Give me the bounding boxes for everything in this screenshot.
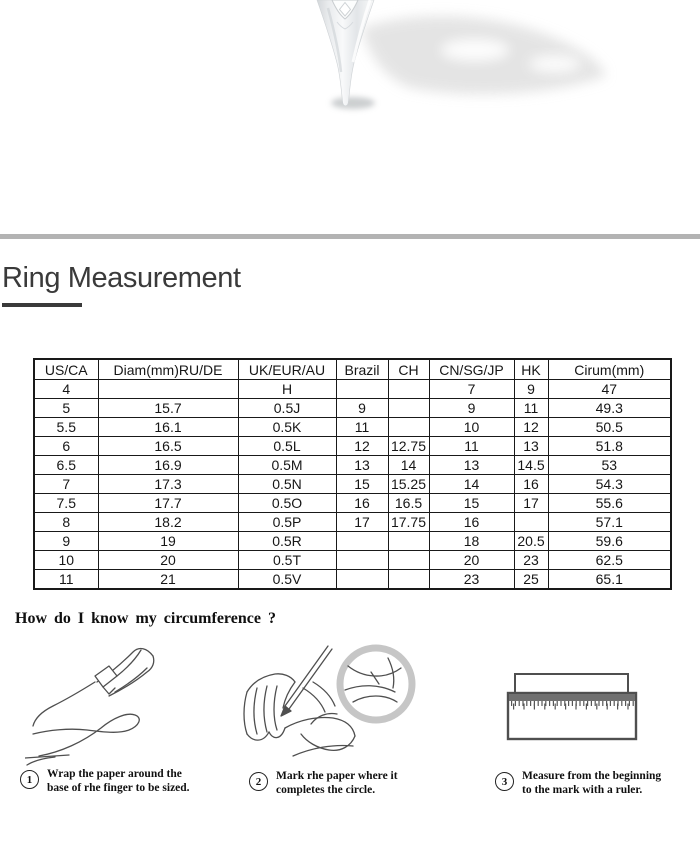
size-cell: 49.3 [548, 399, 671, 418]
size-cell: 18 [429, 532, 514, 551]
size-cell: 8 [34, 513, 98, 532]
step-2-caption [249, 770, 429, 797]
size-cell: 17.3 [98, 475, 238, 494]
size-cell: 17 [336, 513, 388, 532]
size-cell: 4 [34, 380, 98, 399]
size-cell: 0.5N [238, 475, 336, 494]
size-table [33, 358, 672, 590]
size-cell: 62.5 [548, 551, 671, 570]
size-col-header: Brazil [336, 359, 388, 380]
size-cell [388, 399, 429, 418]
hand-with-paper-strip-icon [25, 638, 190, 766]
size-cell: 20.5 [514, 532, 548, 551]
size-cell: 16.9 [98, 456, 238, 475]
size-table-head-row [34, 359, 671, 380]
size-col-header: HK [514, 359, 548, 380]
size-cell: 10 [429, 418, 514, 437]
size-cell: 11 [34, 570, 98, 590]
size-cell: 12 [514, 418, 548, 437]
size-cell: 57.1 [548, 513, 671, 532]
section-divider [0, 234, 700, 239]
size-row [34, 513, 671, 532]
size-cell: 13 [514, 437, 548, 456]
size-cell: 18.2 [98, 513, 238, 532]
size-cell: 0.5R [238, 532, 336, 551]
size-cell: H [238, 380, 336, 399]
size-cell [388, 570, 429, 590]
size-cell: 13 [336, 456, 388, 475]
size-cell: 55.6 [548, 494, 671, 513]
step-1-number-badge: 1 [20, 770, 39, 789]
size-row [34, 551, 671, 570]
size-cell [336, 551, 388, 570]
size-cell: 9 [34, 532, 98, 551]
title-underline [2, 303, 82, 307]
hands-marking-paper-with-pen-icon [233, 628, 438, 773]
size-cell: 9 [514, 380, 548, 399]
size-cell: 0.5P [238, 513, 336, 532]
step-3-number-badge: 3 [495, 772, 514, 791]
size-cell: 16.5 [98, 437, 238, 456]
size-cell: 47 [548, 380, 671, 399]
step-3-text-line2: to the mark with a ruler. [522, 783, 643, 796]
size-cell: 0.5V [238, 570, 336, 590]
size-row [34, 456, 671, 475]
step-3-text [522, 770, 661, 797]
size-cell: 53 [548, 456, 671, 475]
size-cell: 21 [98, 570, 238, 590]
size-cell: 15 [429, 494, 514, 513]
step-1-caption [20, 768, 210, 795]
size-cell [98, 380, 238, 399]
size-cell: 12.75 [388, 437, 429, 456]
size-cell: 11 [336, 418, 388, 437]
size-cell: 15.25 [388, 475, 429, 494]
step-2-text [276, 770, 398, 797]
size-cell: 23 [429, 570, 514, 590]
size-row [34, 437, 671, 456]
size-cell: 17 [514, 494, 548, 513]
size-cell: 17.75 [388, 513, 429, 532]
size-cell: 10 [34, 551, 98, 570]
size-col-header: Diam(mm)RU/DE [98, 359, 238, 380]
size-cell: 25 [514, 570, 548, 590]
size-cell: 20 [429, 551, 514, 570]
step-3-caption [495, 770, 685, 797]
step-2-number-badge: 2 [249, 772, 268, 791]
size-cell: 54.3 [548, 475, 671, 494]
size-cell: 15 [336, 475, 388, 494]
size-cell: 5.5 [34, 418, 98, 437]
size-cell: 14 [388, 456, 429, 475]
size-cell: 13 [429, 456, 514, 475]
size-col-header: UK/EUR/AU [238, 359, 336, 380]
size-row [34, 494, 671, 513]
page-title: Ring Measurement [2, 262, 241, 294]
size-cell: 16.1 [98, 418, 238, 437]
size-row [34, 418, 671, 437]
size-cell: 16 [336, 494, 388, 513]
size-cell: 23 [514, 551, 548, 570]
size-cell: 12 [336, 437, 388, 456]
step-1-text-line1: Wrap the paper around the [47, 768, 182, 780]
size-cell: 7.5 [34, 494, 98, 513]
size-cell: 50.5 [548, 418, 671, 437]
ruler-with-paper-strip-icon [498, 662, 700, 747]
size-cell: 20 [98, 551, 238, 570]
size-cell: 6.5 [34, 456, 98, 475]
size-table-body [34, 380, 671, 590]
size-cell [388, 551, 429, 570]
size-cell: 7 [429, 380, 514, 399]
size-cell: 9 [429, 399, 514, 418]
size-cell: 0.5M [238, 456, 336, 475]
size-cell: 11 [514, 399, 548, 418]
size-col-header: CH [388, 359, 429, 380]
size-cell [336, 380, 388, 399]
size-col-header: Cirum(mm) [548, 359, 671, 380]
step-1-text [47, 768, 190, 795]
size-cell [388, 380, 429, 399]
guide-title: How do I know my circumference ? [15, 610, 276, 627]
step-2-text-line2: completes the circle. [276, 783, 376, 796]
size-cell: 0.5L [238, 437, 336, 456]
size-cell: 0.5O [238, 494, 336, 513]
size-cell: 0.5K [238, 418, 336, 437]
size-cell: 0.5J [238, 399, 336, 418]
size-cell: 14 [429, 475, 514, 494]
size-cell: 5 [34, 399, 98, 418]
size-row [34, 399, 671, 418]
size-cell [336, 570, 388, 590]
size-cell: 16.5 [388, 494, 429, 513]
step-3-text-line1: Measure from the beginning [522, 770, 662, 782]
size-cell: 16 [514, 475, 548, 494]
size-row [34, 380, 671, 399]
size-cell: 16 [429, 513, 514, 532]
size-cell: 51.8 [548, 437, 671, 456]
size-row [34, 570, 671, 590]
size-cell [388, 418, 429, 437]
size-cell: 7 [34, 475, 98, 494]
size-cell: 17.7 [98, 494, 238, 513]
size-cell: 65.1 [548, 570, 671, 590]
size-cell: 19 [98, 532, 238, 551]
size-cell: 6 [34, 437, 98, 456]
step-1-text-line2: base of rhe finger to be sized. [47, 781, 190, 794]
size-cell: 9 [336, 399, 388, 418]
size-row [34, 475, 671, 494]
size-col-header: US/CA [34, 359, 98, 380]
size-cell: 14.5 [514, 456, 548, 475]
magnifier-circle [340, 648, 412, 720]
ring-bottom-photo [250, 0, 650, 140]
size-cell: 59.6 [548, 532, 671, 551]
size-cell: 15.7 [98, 399, 238, 418]
size-cell: 11 [429, 437, 514, 456]
size-cell [336, 532, 388, 551]
size-cell [388, 532, 429, 551]
size-cell: 0.5T [238, 551, 336, 570]
step-2-text-line1: Mark rhe paper where it [276, 770, 398, 782]
size-row [34, 532, 671, 551]
size-cell [514, 513, 548, 532]
size-col-header: CN/SG/JP [429, 359, 514, 380]
